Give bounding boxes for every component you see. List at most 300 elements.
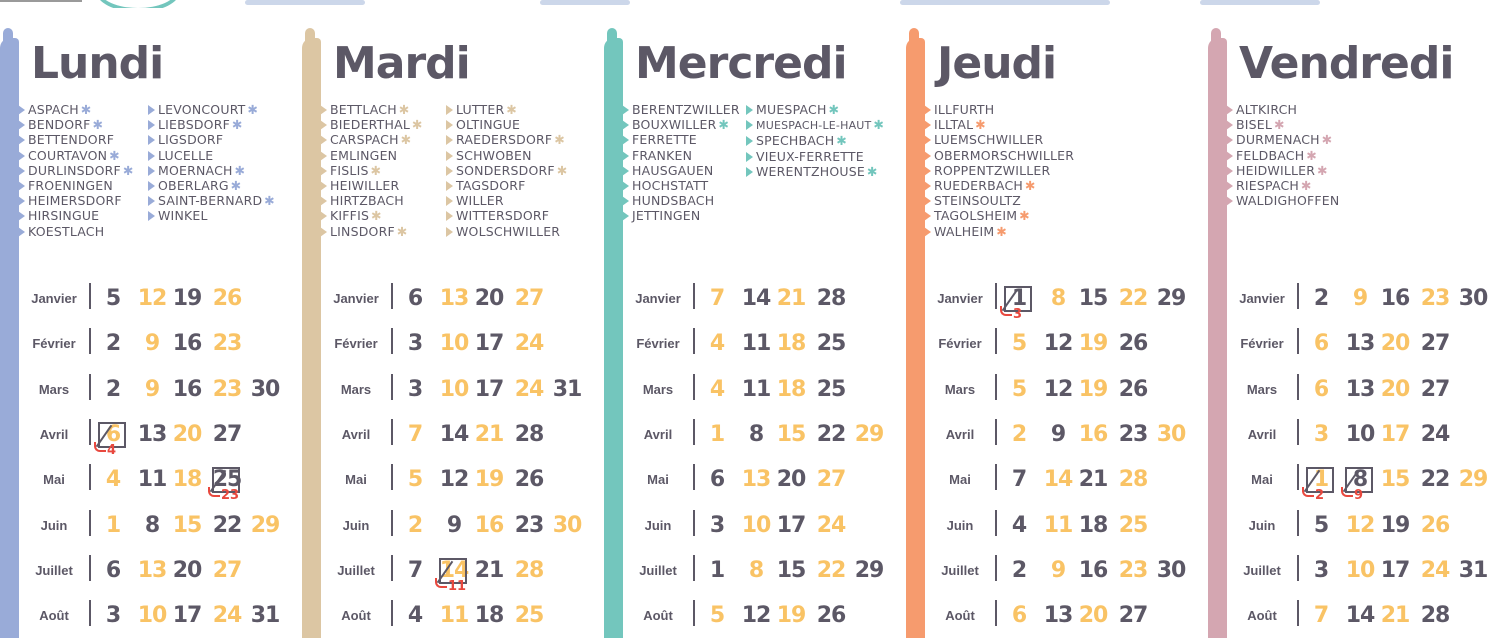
collection-day: 11 — [1043, 513, 1073, 538]
month-separator — [391, 464, 393, 490]
town-name: HIRSINGUE — [28, 208, 100, 224]
month-row — [604, 279, 906, 319]
triangle-bullet-icon — [746, 120, 753, 130]
collection-day: 14 11 — [437, 551, 471, 591]
town-list — [622, 102, 740, 224]
town-name: FRANKEN — [632, 147, 693, 163]
return-arrow-icon — [94, 442, 106, 452]
town-name: LIEBSDORF — [158, 117, 230, 133]
month-separator — [89, 283, 91, 309]
month-separator — [693, 464, 695, 490]
town-item — [148, 148, 275, 163]
collection-day: 16 — [172, 331, 202, 356]
triangle-bullet-icon — [924, 135, 931, 145]
town-item — [1226, 163, 1339, 178]
month-label: Février — [334, 336, 378, 351]
asterisk-icon: ✱ — [371, 208, 382, 224]
month-row — [1208, 370, 1500, 410]
town-name: WERENTZHOUSE — [756, 163, 866, 179]
town-name: MOERNACH — [158, 162, 233, 178]
month-separator — [89, 374, 91, 400]
town-name: LINSDORF — [330, 223, 395, 239]
town-name: RAEDERSDORF — [456, 132, 553, 148]
town-name: EMLINGEN — [330, 147, 398, 163]
town-item — [924, 193, 1074, 208]
postponed-date — [1000, 306, 1022, 322]
town-list — [320, 102, 423, 239]
town-item — [622, 193, 740, 208]
month-label: Août — [643, 608, 673, 623]
town-name: CARSPACH — [330, 132, 399, 148]
collection-day: 12 — [1345, 513, 1375, 538]
collection-day: 21 — [474, 558, 504, 583]
month-separator — [391, 555, 393, 581]
town-name: HEIMERSDORF — [28, 193, 122, 209]
collection-day: 13 — [1345, 331, 1375, 356]
town-name: MUESPACH-LE-HAUT — [756, 119, 872, 133]
day-column-mercredi — [604, 0, 906, 630]
month-separator — [995, 510, 997, 536]
triangle-bullet-icon — [924, 211, 931, 221]
collection-day: 28 — [514, 422, 544, 447]
asterisk-icon: ✱ — [556, 162, 568, 178]
town-item — [320, 148, 423, 163]
month-row — [0, 279, 302, 319]
collection-day: 13 — [439, 286, 469, 311]
month-separator — [391, 328, 393, 354]
town-name: HEIWILLER — [330, 178, 400, 194]
collection-day: 29 — [1458, 467, 1488, 492]
month-separator — [391, 600, 393, 626]
month-row — [1208, 279, 1500, 319]
collection-day: 24 — [212, 603, 242, 628]
collection-day: 5 — [407, 467, 423, 492]
collection-day: 4 — [709, 331, 725, 356]
town-item — [622, 208, 740, 223]
triangle-bullet-icon — [622, 135, 629, 145]
triangle-bullet-icon — [622, 196, 629, 206]
town-item — [320, 193, 423, 208]
town-item — [18, 102, 134, 117]
town-item — [446, 224, 568, 239]
month-label: Août — [1247, 608, 1277, 623]
collection-day: 1 — [105, 513, 121, 538]
collection-day: 12 — [1043, 331, 1073, 356]
collection-day: 16 — [172, 377, 202, 402]
town-name: OBERMORSCHWILLER — [934, 147, 1075, 163]
town-name: RUEDERBACH — [934, 178, 1023, 194]
asterisk-icon: ✱ — [873, 117, 885, 133]
town-name: DURLINSDORF — [28, 162, 121, 178]
collection-day: 26 — [1420, 513, 1450, 538]
return-arrow-icon — [1302, 487, 1314, 497]
month-row — [604, 460, 906, 500]
triangle-bullet-icon — [18, 135, 25, 145]
collection-day: 4 — [105, 467, 121, 492]
collection-day: 19 — [1380, 513, 1410, 538]
triangle-bullet-icon — [446, 196, 453, 206]
collection-day: 18 — [474, 603, 504, 628]
month-separator — [995, 283, 997, 309]
month-label: Juin — [644, 518, 672, 533]
collection-day: 10 — [439, 331, 469, 356]
town-item — [622, 132, 740, 147]
collection-day: 31 — [1458, 558, 1488, 583]
collection-day: 4 — [407, 603, 423, 628]
triangle-bullet-icon — [18, 151, 25, 161]
town-name: WITTERSDORF — [456, 208, 550, 224]
triangle-bullet-icon — [18, 105, 25, 115]
collection-day: 22 — [1420, 467, 1450, 492]
collection-day: 21 — [474, 422, 504, 447]
collection-day: 10 — [439, 377, 469, 402]
month-row — [302, 415, 604, 455]
collection-day: 22 — [816, 558, 846, 583]
collection-day: 22 — [816, 422, 846, 447]
collection-day: 15 — [776, 422, 806, 447]
collection-day: 6 4 — [96, 415, 130, 455]
collection-day: 17 — [474, 331, 504, 356]
triangle-bullet-icon — [446, 135, 453, 145]
collection-day: 12 — [1043, 377, 1073, 402]
collection-day: 6 — [407, 286, 423, 311]
asterisk-icon: ✱ — [975, 117, 986, 133]
collection-day: 19 — [474, 467, 504, 492]
triangle-bullet-icon — [924, 196, 931, 206]
triangle-bullet-icon — [148, 166, 155, 176]
town-name: SAINT-BERNARD — [158, 193, 263, 209]
town-item — [746, 117, 884, 133]
town-name: COURTAVON — [28, 147, 108, 163]
month-separator — [89, 464, 91, 490]
asterisk-icon: ✱ — [264, 193, 275, 209]
triangle-bullet-icon — [1226, 151, 1233, 161]
collection-day: 6 — [1313, 377, 1329, 402]
triangle-bullet-icon — [18, 120, 25, 130]
collection-day: 23 — [1118, 422, 1148, 447]
month-label: Avril — [643, 427, 673, 442]
town-item — [746, 133, 884, 148]
triangle-bullet-icon — [924, 181, 931, 191]
collection-day: 9 — [144, 331, 160, 356]
town-name: FROENINGEN — [28, 178, 113, 194]
town-name: BISEL — [1236, 117, 1273, 133]
collection-day: 31 — [552, 377, 582, 402]
month-row — [906, 506, 1208, 546]
triangle-bullet-icon — [446, 211, 453, 221]
collection-day: 14 — [741, 286, 771, 311]
collection-day: 3 — [1313, 422, 1329, 447]
collection-day: 14 — [439, 422, 469, 447]
collection-day: 21 — [1078, 467, 1108, 492]
triangle-bullet-icon — [622, 105, 629, 115]
month-separator — [995, 328, 997, 354]
month-row — [302, 596, 604, 636]
collection-day: 20 — [1380, 377, 1410, 402]
month-separator — [391, 419, 393, 445]
collection-day: 8 — [748, 558, 764, 583]
month-separator — [693, 510, 695, 536]
postponed-date — [435, 578, 466, 594]
asterisk-icon: ✱ — [1306, 147, 1317, 163]
triangle-bullet-icon — [148, 151, 155, 161]
town-name: LUTTER — [456, 102, 505, 117]
collection-day: 24 — [1420, 558, 1450, 583]
collection-day: 15 — [172, 513, 202, 538]
town-item — [622, 102, 740, 117]
collection-day: 2 — [1011, 422, 1027, 447]
collection-day: 27 — [816, 467, 846, 492]
collection-day: 5 — [1313, 513, 1329, 538]
collection-day: 3 — [105, 603, 121, 628]
collection-day: 20 — [1380, 331, 1410, 356]
town-item — [148, 178, 275, 193]
town-item — [1226, 148, 1339, 163]
collection-day: 30 — [250, 377, 280, 402]
postponed-day: 11 — [448, 579, 467, 594]
town-item — [622, 117, 740, 132]
collection-day: 5 — [105, 286, 121, 311]
town-item — [924, 117, 1074, 132]
collection-day: 13 — [1043, 603, 1073, 628]
town-name: ILLFURTH — [934, 102, 995, 117]
collection-day: 17 — [474, 377, 504, 402]
town-item — [924, 148, 1074, 163]
day-title: Lundi — [31, 38, 164, 89]
month-label: Mars — [944, 382, 976, 397]
month-label: Août — [945, 608, 975, 623]
collection-day: 28 — [1420, 603, 1450, 628]
triangle-bullet-icon — [924, 151, 931, 161]
town-item — [446, 102, 568, 117]
town-item — [18, 193, 134, 208]
asterisk-icon: ✱ — [1317, 162, 1328, 178]
month-label: Janvier — [937, 291, 983, 306]
triangle-bullet-icon — [746, 105, 753, 115]
town-name: JETTINGEN — [632, 208, 701, 224]
town-item — [18, 208, 134, 223]
triangle-bullet-icon — [1226, 120, 1233, 130]
collection-day: 9 — [1352, 286, 1368, 311]
collection-day: 16 — [1078, 558, 1108, 583]
town-name: WALDIGHOFFEN — [1236, 193, 1340, 209]
triangle-bullet-icon — [924, 105, 931, 115]
collection-day: 23 — [1420, 286, 1450, 311]
triangle-bullet-icon — [622, 211, 629, 221]
town-name: VIEUX-FERRETTE — [756, 148, 864, 164]
triangle-bullet-icon — [924, 166, 931, 176]
triangle-bullet-icon — [320, 181, 327, 191]
collection-day: 14 — [1345, 603, 1375, 628]
asterisk-icon: ✱ — [412, 117, 423, 133]
month-label: Mars — [642, 382, 674, 397]
month-separator — [89, 600, 91, 626]
asterisk-icon: ✱ — [247, 102, 259, 117]
return-arrow-icon — [208, 487, 220, 497]
town-item — [320, 178, 423, 193]
month-separator — [995, 600, 997, 626]
collection-day: 15 — [1380, 467, 1410, 492]
postponed-day: 4 — [107, 443, 117, 458]
triangle-bullet-icon — [622, 181, 629, 191]
collection-day: 11 — [439, 603, 469, 628]
collection-day: 2 — [105, 331, 121, 356]
day-column-jeudi — [906, 0, 1208, 630]
town-name: HUNDSBACH — [632, 193, 715, 209]
town-name: WOLSCHWILLER — [456, 223, 561, 239]
month-separator — [693, 374, 695, 400]
town-item — [446, 132, 568, 147]
collection-day: 26 — [816, 603, 846, 628]
month-row — [906, 370, 1208, 410]
asterisk-icon: ✱ — [996, 223, 1008, 239]
triangle-bullet-icon — [1226, 105, 1233, 115]
town-list — [924, 102, 1074, 239]
collection-day: 17 — [1380, 558, 1410, 583]
triangle-bullet-icon — [1226, 166, 1233, 176]
town-list — [1226, 102, 1339, 208]
town-item — [924, 178, 1074, 193]
month-row — [302, 551, 604, 594]
month-separator — [995, 464, 997, 490]
collection-day: 26 — [1118, 377, 1148, 402]
town-item — [320, 224, 423, 239]
collection-day: 1 2 — [1304, 460, 1338, 500]
month-row — [604, 415, 906, 455]
collection-day: 28 — [514, 558, 544, 583]
triangle-bullet-icon — [148, 135, 155, 145]
town-name: WILLER — [456, 193, 504, 209]
collection-day: 29 — [250, 513, 280, 538]
town-item — [1226, 102, 1339, 117]
collection-day: 27 — [1420, 377, 1450, 402]
collection-day: 30 — [1156, 558, 1186, 583]
month-row — [1208, 506, 1500, 546]
month-label: Mai — [1251, 472, 1273, 487]
collection-day: 13 — [1345, 377, 1375, 402]
town-item — [148, 163, 275, 178]
collection-day: 2 — [1011, 558, 1027, 583]
month-row — [302, 506, 604, 546]
triangle-bullet-icon — [320, 196, 327, 206]
month-label: Mai — [345, 472, 367, 487]
month-label: Février — [938, 336, 982, 351]
town-item — [148, 193, 275, 208]
month-row — [604, 324, 906, 364]
asterisk-icon: ✱ — [400, 132, 412, 148]
collection-day: 18 — [776, 331, 806, 356]
town-name: HOCHSTATT — [632, 178, 709, 194]
collection-day: 12 — [439, 467, 469, 492]
month-separator — [1297, 510, 1299, 536]
town-name: ROPPENTZWILLER — [934, 162, 1051, 178]
month-row — [906, 324, 1208, 364]
collection-day: 19 — [776, 603, 806, 628]
town-item — [320, 102, 423, 117]
collection-day: 6 — [709, 467, 725, 492]
month-label: Janvier — [31, 291, 77, 306]
town-name: KIFFIS — [330, 208, 370, 224]
triangle-bullet-icon — [746, 152, 753, 162]
town-name: BETTENDORF — [28, 132, 115, 148]
collection-day: 11 — [741, 331, 771, 356]
town-name: ASPACH — [28, 102, 79, 117]
return-arrow-icon — [1341, 487, 1353, 497]
town-item — [1226, 193, 1339, 208]
town-item — [320, 132, 423, 147]
month-row — [604, 551, 906, 591]
month-separator — [89, 510, 91, 536]
town-item — [446, 117, 568, 132]
triangle-bullet-icon — [18, 181, 25, 191]
month-row — [0, 596, 302, 636]
month-separator — [693, 555, 695, 581]
town-name: HEIDWILLER — [1236, 162, 1316, 178]
day-title: Mardi — [333, 38, 470, 89]
collection-day: 20 — [172, 558, 202, 583]
collection-day: 23 — [514, 513, 544, 538]
collection-day: 20 — [474, 286, 504, 311]
triangle-bullet-icon — [148, 105, 155, 115]
asterisk-icon: ✱ — [370, 162, 382, 178]
triangle-bullet-icon — [18, 211, 25, 221]
town-name: OLTINGUE — [456, 117, 521, 133]
collection-day: 10 — [1345, 422, 1375, 447]
collection-day: 19 — [172, 286, 202, 311]
month-label: Mai — [647, 472, 669, 487]
collection-day: 21 — [776, 286, 806, 311]
collection-day: 8 9 — [1343, 460, 1377, 500]
triangle-bullet-icon — [924, 120, 931, 130]
collection-day: 6 — [105, 558, 121, 583]
town-item — [924, 132, 1074, 147]
town-item — [746, 102, 884, 117]
month-separator — [1297, 374, 1299, 400]
month-label: Juillet — [337, 563, 375, 578]
town-item — [320, 208, 423, 223]
month-label: Juin — [40, 518, 68, 533]
month-label: Avril — [945, 427, 975, 442]
month-row — [1208, 460, 1500, 503]
month-separator — [693, 419, 695, 445]
collection-day: 16 — [1380, 286, 1410, 311]
town-name: DURMENACH — [1236, 132, 1320, 148]
postponed-day: 3 — [1013, 307, 1023, 322]
collection-day: 26 — [514, 467, 544, 492]
triangle-bullet-icon — [320, 166, 327, 176]
triangle-bullet-icon — [746, 136, 753, 146]
collection-day: 7 — [1313, 603, 1329, 628]
collection-day: 13 — [137, 558, 167, 583]
month-label: Juin — [1248, 518, 1276, 533]
triangle-bullet-icon — [148, 211, 155, 221]
town-name: TAGSDORF — [456, 178, 526, 194]
day-column-vendredi — [1208, 0, 1500, 630]
collection-day: 8 — [1050, 286, 1066, 311]
triangle-bullet-icon — [320, 211, 327, 221]
collection-day: 29 — [854, 422, 884, 447]
collection-day: 27 — [514, 286, 544, 311]
collection-day: 11 — [137, 467, 167, 492]
postponed-day: 23 — [221, 488, 240, 503]
collection-day: 7 — [1011, 467, 1027, 492]
collection-day: 22 — [1118, 286, 1148, 311]
town-name: LEVONCOURT — [158, 102, 246, 117]
asterisk-icon: ✱ — [398, 102, 410, 117]
triangle-bullet-icon — [622, 120, 629, 130]
month-separator — [995, 555, 997, 581]
town-list — [148, 102, 275, 224]
